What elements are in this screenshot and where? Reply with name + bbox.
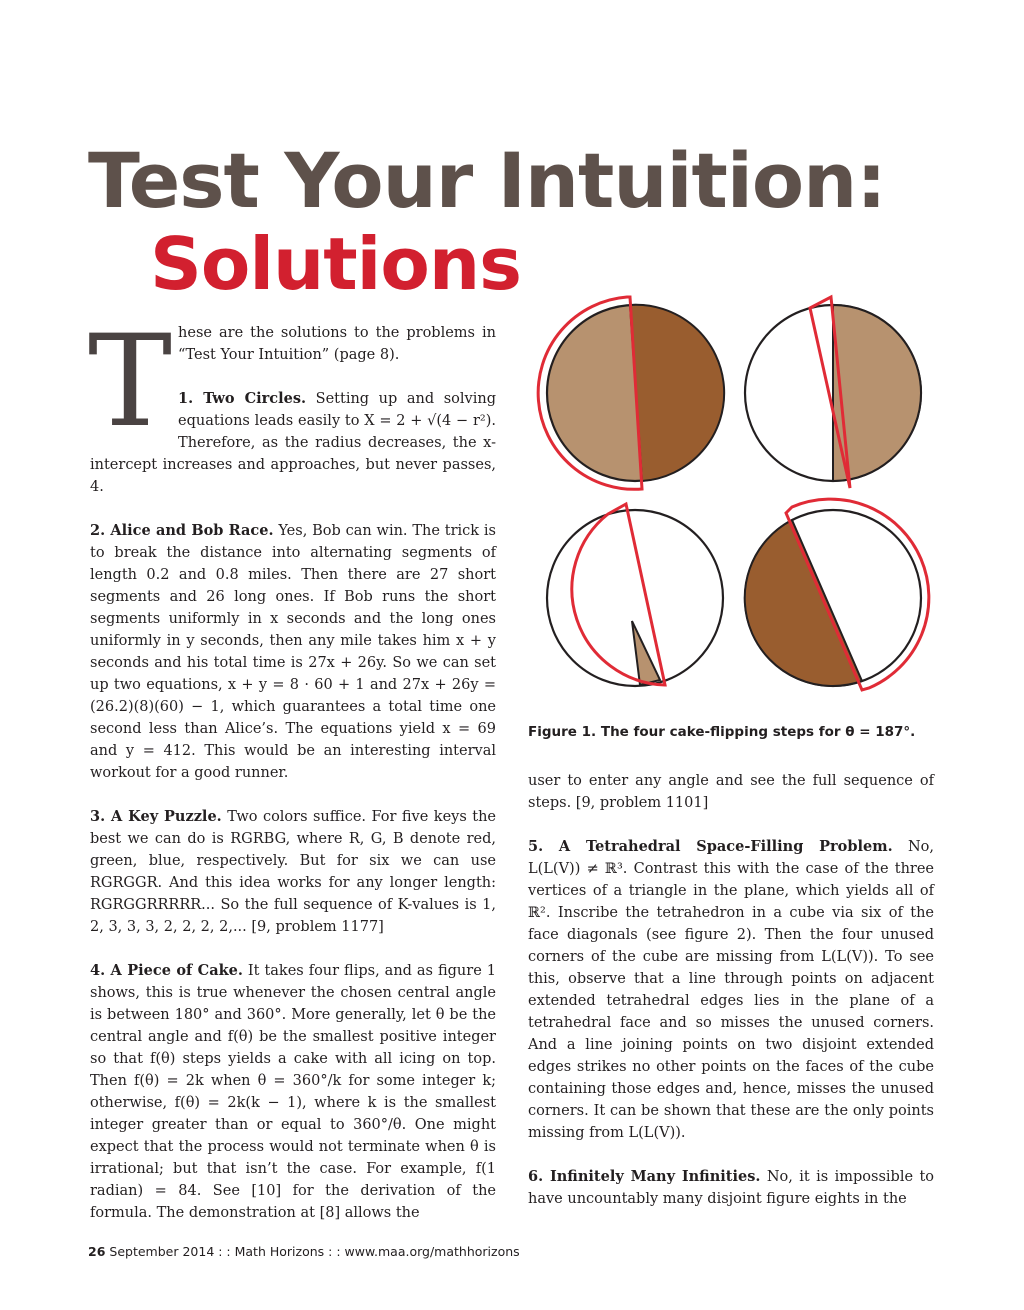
left-column (88, 308, 496, 1224)
icing-slice (630, 305, 724, 481)
drop-cap: T (88, 308, 173, 455)
page-title: Test Your Intuition: (88, 136, 886, 225)
section-text: Yes, Bob can win. The trick is to break the distance into alternating segments of length 0.2 and 0.8 miles. Then there are 27 short segments and 26 long ones. If Bob runs the short segments uniformly in x seconds and the long ones uniformly in y seconds, then any mile takes him x + y seconds and his total time is 27x + 26y. So we can set up two equations, x + y = 8 · 60 + 1 and 27x + 26y = (26.2)(8)(60) − 1, which guarantees a total time one second less than Alice’s. The equations yield x = 69 and y = 412. This would be an interesting interval workout for a good runner. (90, 523, 496, 781)
cake-step-1 (538, 297, 724, 489)
cake-step-3 (547, 504, 723, 686)
section-heading: 6. Infinitely Many Infinities. (528, 1168, 761, 1185)
section-heading: 4. A Piece of Cake. (90, 962, 243, 979)
page-subtitle: Solutions (150, 222, 521, 306)
section-text: It takes four flips, and as figure 1 shows, this is true whenever the chosen central angle is between 180° and 360°. More generally, let θ be the central angle and f(θ) be the smallest positive integer so that f(θ) steps yields a cake with all icing on top. Then f(θ) = 2k when θ = 360°/k for some integer k; otherwise, f(θ) = 2k(k − 1), where k is the smallest integer greater than or equal to 360°/θ. One might expect that the process would not terminate when θ is irrational; but that isn’t the case. For example, f(1 radian) = 84. See [10] for the derivation of the formula. The demonstration at [8] allows the (90, 963, 496, 1221)
section-infinities (528, 1166, 934, 1210)
cake-flipping-figure (520, 288, 940, 708)
section-text: Setting up and solving equations leads easily to X = 2 + √(4 − r²). Therefore, as the radius decreases, the x-intercept increases and approaches, but never passes, 4. (90, 391, 496, 495)
section-text: Two colors suffice. For five keys the best we can do is RGRBG, where R, G, B denote red, green, blue, respectively. But for six we can use RGRGGR. And this idea works for any longer length: RGRGGRRRRR... So the full sequence of K-values is 1, 2, 3, 3, 3, 2, 2, 2, 2,... [9, problem 1177] (90, 809, 496, 935)
section-heading: 3. A Key Puzzle. (90, 808, 222, 825)
section-piece-of-cake (90, 960, 496, 1224)
page-footer (88, 1244, 520, 1259)
intro-text: hese are the solutions to the problems in “Test Your Intuition” (page 8). (178, 325, 496, 363)
section-text: No, it is impossible to have uncountably many disjoint figure eights in the (528, 1169, 934, 1207)
footer-text: September 2014 : : Math Horizons : : www.maa.org/mathhorizons (109, 1244, 520, 1259)
section-alice-bob (90, 520, 496, 784)
section-tetrahedral (528, 836, 934, 1144)
section-heading: 2. Alice and Bob Race. (90, 522, 274, 539)
right-column (528, 770, 934, 1210)
section-key-puzzle (90, 806, 496, 938)
section-heading: 1. Two Circles. (178, 390, 307, 407)
figure-caption: Figure 1. The four cake-flipping steps for θ = 187°. (528, 724, 916, 740)
section-heading: 5. A Tetrahedral Space-Filling Problem. (528, 838, 893, 855)
section-text: No, L(L(V)) ≠ ℝ³. Contrast this with the case of the three vertices of a triangle in the plane, which yields all of ℝ². Inscribe the tetrahedron in a cube via six of the face diagonals (see figure 2). Then the four unused corners of the cube are missing from L(L(V)). To see this, observe that a line through points on adjacent extended tetrahedral edges lies in the plane of a tetrahedral face and so misses the unused corners. And a line joining points on two disjoint extended edges strikes no other points on the faces of the cube containing those edges and, hence, misses the unused corners. It can be shown that these are the only points missing from L(L(V)). (528, 839, 934, 1141)
piece-of-cake-continuation: user to enter any angle and see the full sequence of steps. [9, problem 1101] (528, 773, 934, 811)
page-number: 26 (88, 1244, 106, 1259)
cake-step-2 (745, 297, 921, 488)
cake-step-4 (745, 499, 929, 690)
